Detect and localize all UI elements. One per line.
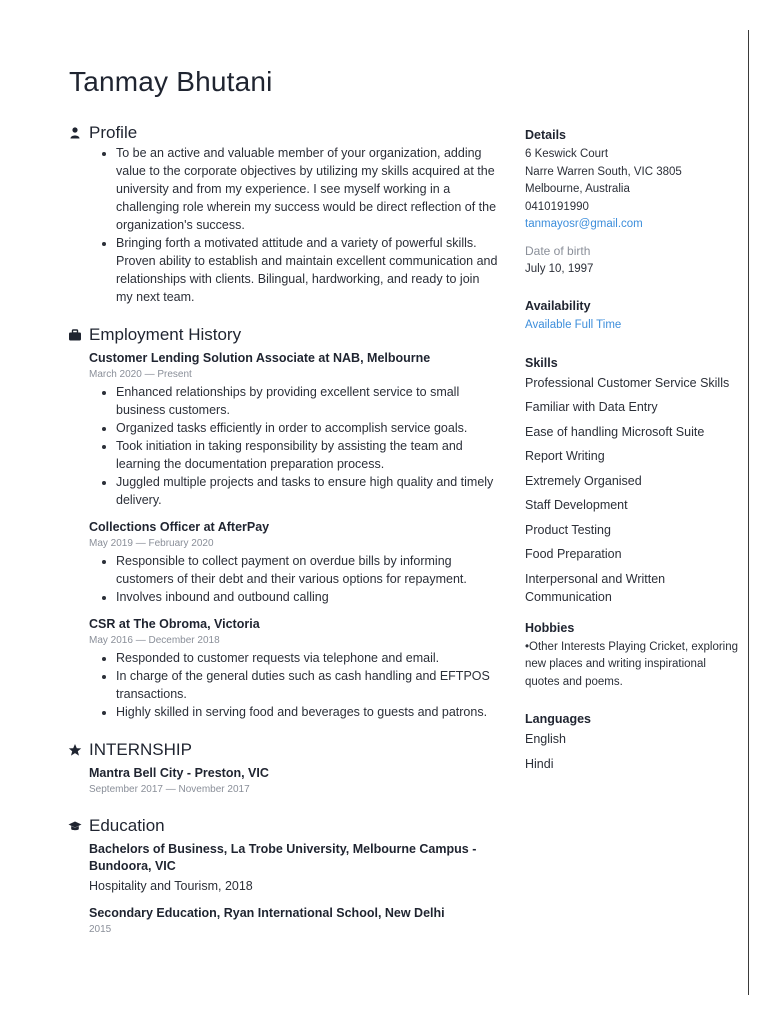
education-degree: Bachelors of Business, La Trobe University, Melbourne Campus - Bundoora, VIC	[89, 842, 477, 873]
education-section	[68, 815, 498, 937]
hobbies-title: Hobbies	[525, 620, 575, 635]
job-entry	[89, 519, 498, 606]
profile-title: Profile	[89, 123, 138, 142]
languages-title: Languages	[525, 712, 591, 726]
profile-bullets	[89, 144, 498, 306]
education-detail: Hospitality and Tourism, 2018	[89, 879, 253, 893]
employment-heading	[68, 324, 498, 346]
skill-item: Product Testing	[525, 522, 611, 537]
skills-section	[525, 355, 740, 606]
job-bullet: • Juggled multiple projects and tasks to ensure high quality and timely delivery.	[116, 473, 498, 509]
job-title: Collections Officer at AfterPay	[89, 520, 270, 534]
education-heading	[68, 815, 498, 837]
page-edge-line	[748, 30, 749, 995]
job-bullet: • Involves inbound and outbound calling	[116, 588, 498, 606]
job-entry	[89, 616, 498, 721]
skill-item: Staff Development	[525, 498, 628, 512]
dob-value: July 10, 1997	[525, 262, 594, 275]
education-entry	[89, 841, 498, 895]
languages-section	[525, 711, 740, 773]
internship-section	[68, 739, 498, 797]
profile-heading	[68, 122, 498, 144]
profile-bullet: • Bringing forth a motivated attitude and a variety of powerful skills. Proven ability to establish and maintain excellent communication and relationships with clients. Bilingual, hardworking, and ready to join my next team.	[116, 234, 498, 306]
hobbies-section	[525, 620, 740, 692]
graduation-cap-icon	[68, 819, 82, 833]
job-bullets	[68, 552, 498, 606]
job-dates: May 2019 — February 2020	[89, 538, 214, 549]
profile-section	[68, 122, 498, 306]
availability-title: Availability	[525, 299, 591, 313]
profile-bullet: • To be an active and valuable member of your organization, adding value to the corporate objectives by utilizing my skills acquired at the university and from my experience. I see myself working in a challenging role wherein my success would be direct reflection of the organization's success.	[116, 144, 498, 234]
skill-item: Familiar with Data Entry	[525, 400, 658, 414]
job-dates: March 2020 — Present	[89, 369, 192, 380]
job-bullet: • Took initiation in taking responsibility by assisting the team and learning the documentation preparation process.	[116, 437, 498, 473]
job-bullets	[68, 649, 498, 721]
internship-dates: September 2017 — November 2017	[89, 784, 250, 795]
address-line: Narre Warren South, VIC 3805	[525, 165, 682, 178]
skills-title: Skills	[525, 355, 558, 370]
job-bullet: • In charge of the general duties such as cash handling and EFTPOS transactions.	[116, 667, 498, 703]
internship-title: INTERNSHIP	[89, 740, 192, 759]
education-entry	[89, 905, 498, 937]
skill-item: Report Writing	[525, 449, 605, 463]
star-icon	[68, 743, 82, 757]
job-bullet: • Enhanced relationships by providing excellent service to small business customers.	[116, 383, 498, 419]
details-section	[525, 127, 740, 278]
availability-value: Available Full Time	[525, 319, 622, 331]
employment-title: Employment History	[89, 325, 242, 344]
skill-item: Interpersonal and Written Communication	[525, 571, 666, 604]
job-title: Customer Lending Solution Associate at NAB, Melbourne	[89, 351, 431, 365]
education-title: Education	[89, 816, 165, 835]
person-icon	[68, 126, 82, 140]
skill-item: Food Preparation	[525, 547, 622, 561]
address-line: 6 Keswick Court	[525, 148, 609, 160]
details-title: Details	[525, 128, 566, 142]
education-detail: 2015	[89, 924, 112, 935]
availability-section	[525, 298, 740, 335]
job-bullet: • Responsible to collect payment on overdue bills by informing customers of their debt and their various options for repayment.	[116, 552, 498, 588]
candidate-name: Tanmay Bhutani	[69, 66, 273, 97]
job-title: CSR at The Obroma, Victoria	[89, 617, 260, 631]
hobbies-text: •Other Interests Playing Cricket, exploring new places and writing inspirational quotes and poems.	[525, 640, 739, 688]
job-dates: May 2016 — December 2018	[89, 635, 220, 646]
internship-heading	[68, 739, 498, 761]
skill-item: Professional Customer Service Skills	[525, 375, 730, 390]
main-column	[68, 122, 498, 955]
sidebar-column	[525, 127, 740, 793]
job-bullet: • Highly skilled in serving food and beverages to guests and patrons.	[116, 703, 498, 721]
education-degree: Secondary Education, Ryan International School, New Delhi	[89, 906, 445, 920]
skill-item: Extremely Organised	[525, 473, 642, 488]
job-bullet: • Responded to customer requests via telephone and email.	[116, 649, 498, 667]
address-line: Melbourne, Australia	[525, 183, 630, 195]
job-bullets	[68, 383, 498, 509]
dob-label: Date of birth	[525, 243, 591, 258]
skill-item: Ease of handling Microsoft Suite	[525, 424, 705, 439]
job-entry	[89, 350, 498, 509]
briefcase-icon	[68, 328, 82, 342]
job-bullet: • Organized tasks efficiently in order to accomplish service goals.	[116, 419, 498, 437]
phone-number: 0410191990	[525, 200, 589, 213]
email-link[interactable]: tanmayosr@gmail.com	[525, 218, 643, 230]
language-item: Hindi	[525, 756, 554, 771]
internship-place: Mantra Bell City - Preston, VIC	[89, 766, 269, 780]
employment-section	[68, 324, 498, 721]
language-item: English	[525, 732, 566, 746]
